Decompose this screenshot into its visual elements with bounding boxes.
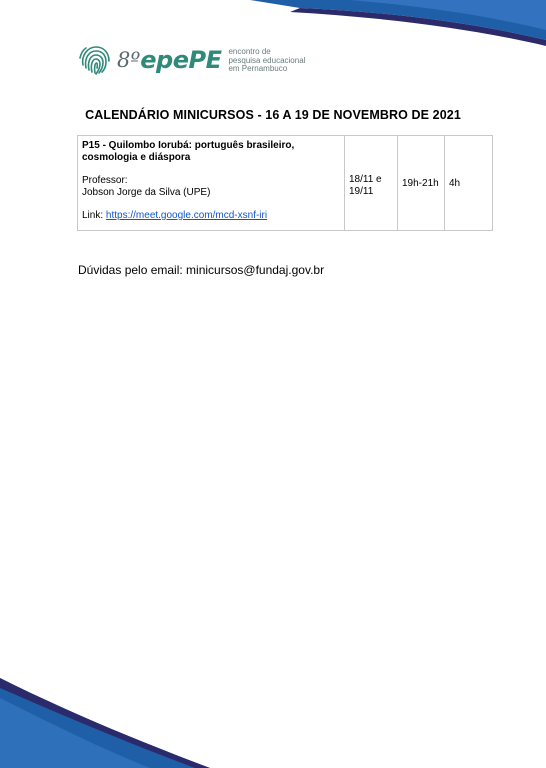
- logo-tagline-line: em Pernambuco: [228, 64, 288, 74]
- logo-tagline: [228, 48, 305, 74]
- logo-tagline-line: encontro de: [228, 47, 271, 57]
- course-dates-line: 18/11 e: [349, 174, 382, 185]
- epepe-logo: [78, 40, 305, 80]
- logo-tagline-line: pesquisa educacional: [228, 55, 306, 65]
- course-code: P15: [82, 140, 100, 151]
- course-hours-cell: 4h: [445, 136, 493, 231]
- fingerprint-icon: [78, 43, 112, 77]
- page-title: CALENDÁRIO MINICURSOS - 16 A 19 DE NOVEMBRO DE 2021: [85, 108, 461, 122]
- logo-number: 8º: [117, 48, 141, 72]
- course-dates-line: 19/11: [349, 186, 374, 197]
- logo-name: epePE: [140, 46, 222, 74]
- course-dates-cell: [345, 136, 398, 231]
- course-description-cell: [78, 136, 345, 231]
- course-table: [77, 135, 493, 231]
- contact-email-text: Dúvidas pelo email: minicursos@fundaj.gov.br: [78, 263, 325, 277]
- bottom-wave-decoration: [0, 678, 546, 768]
- link-block: [82, 210, 340, 222]
- course-name: - Quilombo Iorubá: português brasileiro, cosmologia e diáspora: [82, 140, 295, 163]
- professor-name: Jobson Jorge da Silva (UPE): [82, 187, 211, 198]
- meeting-link[interactable]: https://meet.google.com/mcd-xsnf-iri: [105, 210, 268, 221]
- professor-label: Professor:: [82, 175, 128, 186]
- table-row: [78, 136, 493, 231]
- course-time-cell: 19h-21h: [398, 136, 445, 231]
- course-title: [82, 140, 340, 164]
- link-label: Link:: [82, 210, 106, 221]
- professor-block: [82, 175, 340, 199]
